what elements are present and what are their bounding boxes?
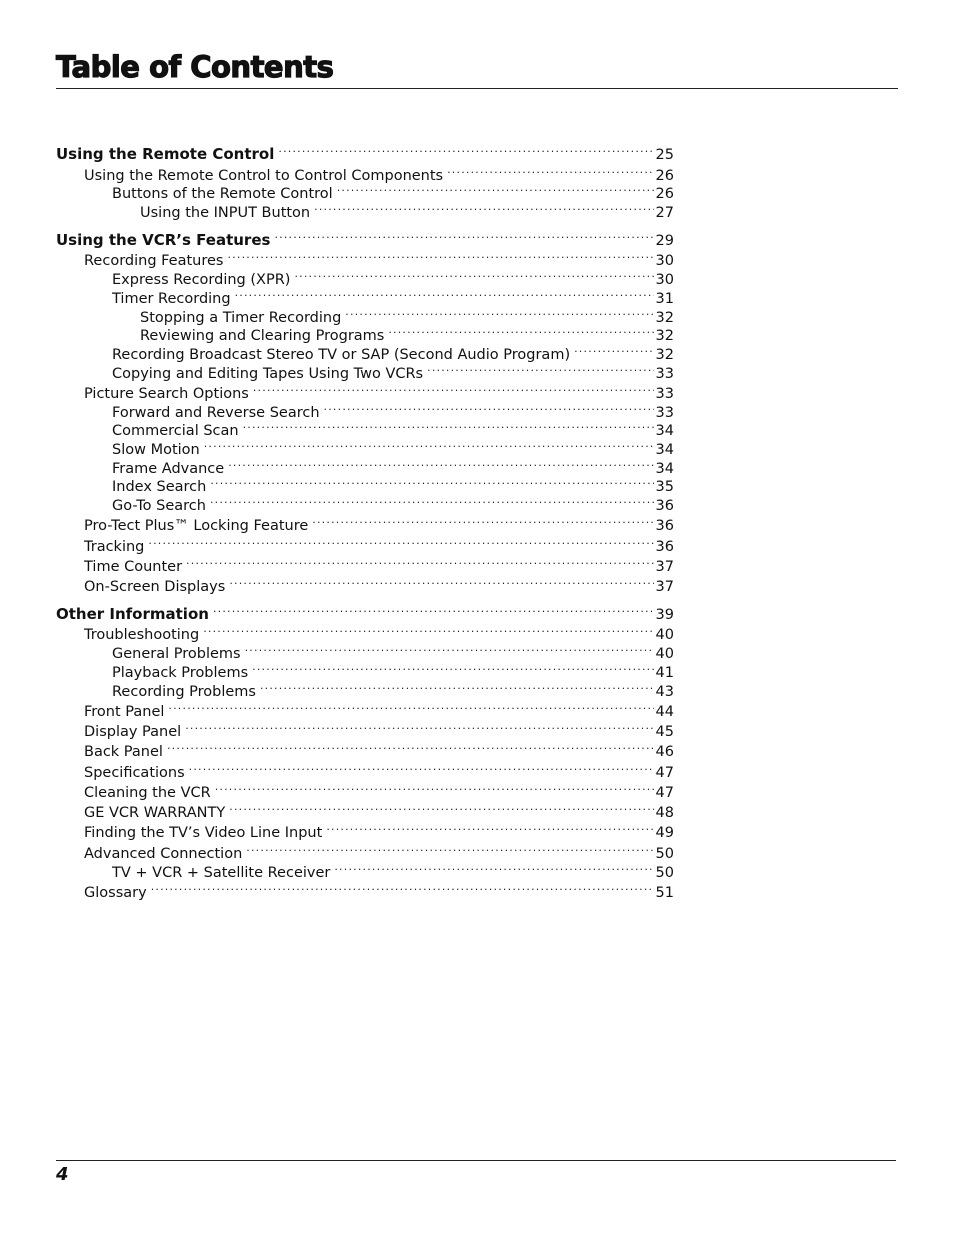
dot-leader xyxy=(314,199,653,217)
toc-page-number: 26 xyxy=(655,168,674,184)
toc-entry-title: Forward and Reverse Search xyxy=(112,405,320,421)
toc-entry-title: Time Counter xyxy=(84,559,183,575)
toc-page-number: 36 xyxy=(655,539,674,555)
toc-entry-title: Other Information xyxy=(56,605,209,623)
dot-leader xyxy=(227,247,653,265)
toc-entry-title: Back Panel xyxy=(84,744,163,760)
toc-entry-title: Using the Remote Control to Control Components xyxy=(84,168,444,184)
toc-page-number: 26 xyxy=(655,186,674,202)
toc-entry-title: Tracking xyxy=(84,539,145,555)
dot-leader xyxy=(235,285,654,303)
toc-entry xyxy=(84,573,674,596)
toc-entry-title: Using the INPUT Button xyxy=(140,205,311,221)
page-title: Table of Contents xyxy=(56,50,334,84)
dot-leader xyxy=(189,759,654,777)
dot-leader xyxy=(210,473,653,491)
footer-divider xyxy=(56,1160,896,1161)
toc-entry-title: Recording Broadcast Stereo TV or SAP (Second Audio Program) xyxy=(112,347,571,363)
toc-entry-title: Pro-Tect Plus™ Locking Feature xyxy=(84,518,309,534)
toc-page-number: 49 xyxy=(655,825,674,841)
dot-leader xyxy=(204,436,654,454)
toc-page-number: 37 xyxy=(655,559,674,575)
toc-entry-title: GE VCR WARRANTY xyxy=(84,805,226,821)
dot-leader xyxy=(168,698,653,716)
toc-entry xyxy=(84,512,674,535)
dot-leader xyxy=(260,678,654,696)
toc-entry-title: Specifications xyxy=(84,765,185,781)
dot-leader xyxy=(294,266,653,284)
toc-entry-title: Frame Advance xyxy=(112,461,225,477)
dot-leader xyxy=(274,227,653,245)
dot-leader xyxy=(245,640,654,658)
dot-leader xyxy=(324,399,654,417)
dot-leader xyxy=(229,573,653,591)
toc-page-number: 51 xyxy=(655,885,674,901)
toc-entry-title: Copying and Editing Tapes Using Two VCRs xyxy=(112,366,424,382)
dot-leader xyxy=(243,417,654,435)
toc-page-number: 27 xyxy=(655,205,674,221)
toc-entry-title: Finding the TV’s Video Line Input xyxy=(84,825,323,841)
toc-entry-title: Buttons of the Remote Control xyxy=(112,186,333,202)
toc-entry-title: Picture Search Options xyxy=(84,386,249,402)
toc-entry-title: Stopping a Timer Recording xyxy=(140,310,342,326)
dot-leader xyxy=(345,304,653,322)
toc-page-number: 32 xyxy=(655,328,674,344)
toc-entry-title: Using the Remote Control xyxy=(56,145,275,163)
toc-page-number: 36 xyxy=(655,518,674,534)
toc-entry-title: Slow Motion xyxy=(112,442,200,458)
toc-entry xyxy=(140,199,674,222)
toc-page-number: 40 xyxy=(655,646,674,662)
toc-page-number: 47 xyxy=(655,765,674,781)
dot-leader xyxy=(252,659,653,677)
toc-entry-title: TV + VCR + Satellite Receiver xyxy=(112,865,331,881)
toc-entry xyxy=(84,738,674,761)
toc-entry-title: On-Screen Displays xyxy=(84,579,226,595)
dot-leader xyxy=(447,162,653,180)
toc-page-number: 40 xyxy=(655,627,674,643)
dot-leader xyxy=(574,341,653,359)
dot-leader xyxy=(167,738,654,756)
page-number: 4 xyxy=(56,1164,69,1185)
dot-leader xyxy=(185,718,653,736)
dot-leader xyxy=(427,360,653,378)
toc-page-number: 34 xyxy=(655,442,674,458)
toc-page-number: 34 xyxy=(655,423,674,439)
toc-page-number: 25 xyxy=(655,147,674,163)
toc-page-number: 34 xyxy=(655,461,674,477)
dot-leader xyxy=(278,141,653,159)
toc-entry xyxy=(84,879,674,902)
toc-entry-title: Go-To Search xyxy=(112,498,206,514)
toc-page-number: 47 xyxy=(655,785,674,801)
dot-leader xyxy=(210,492,654,510)
dot-leader xyxy=(229,799,653,817)
toc-entry-title: Commercial Scan xyxy=(112,423,239,439)
dot-leader xyxy=(312,512,653,530)
dot-leader xyxy=(246,840,653,858)
toc-entry-title: Display Panel xyxy=(84,724,182,740)
toc-entry-title: Advanced Connection xyxy=(84,846,243,862)
toc-entry-title: Front Panel xyxy=(84,704,165,720)
dot-leader xyxy=(215,779,654,797)
toc-page-number: 33 xyxy=(655,405,674,421)
toc-page-number: 43 xyxy=(655,684,674,700)
toc-page-number: 39 xyxy=(655,607,674,623)
toc-page-number: 37 xyxy=(655,579,674,595)
dot-leader xyxy=(203,621,653,639)
dot-leader xyxy=(148,533,653,551)
toc-entry-title: Using the VCR’s Features xyxy=(56,231,271,249)
toc-page-number: 30 xyxy=(655,253,674,269)
toc-page-number: 30 xyxy=(655,272,674,288)
toc-page-number: 46 xyxy=(655,744,674,760)
toc-page-number: 33 xyxy=(655,366,674,382)
toc-entry-title: Recording Features xyxy=(84,253,224,269)
toc-entry-title: Index Search xyxy=(112,479,207,495)
dot-leader xyxy=(334,859,653,877)
toc-entry-title: Recording Problems xyxy=(112,684,256,700)
title-divider xyxy=(56,88,898,89)
toc-entry-title: Troubleshooting xyxy=(84,627,200,643)
toc-page-number: 29 xyxy=(655,233,674,249)
dot-leader xyxy=(253,380,654,398)
dot-leader xyxy=(213,601,654,619)
toc-entry-title: Cleaning the VCR xyxy=(84,785,211,801)
toc-page-number: 50 xyxy=(655,865,674,881)
toc-page-number: 45 xyxy=(655,724,674,740)
toc-entry-title: Express Recording (XPR) xyxy=(112,272,291,288)
toc-page-number: 32 xyxy=(655,310,674,326)
toc-page-number: 36 xyxy=(655,498,674,514)
toc-entry xyxy=(84,819,674,842)
toc-entry-title: Timer Recording xyxy=(112,291,231,307)
toc-page-number: 35 xyxy=(655,479,674,495)
toc-page-number: 41 xyxy=(655,665,674,681)
toc-entry-title: Reviewing and Clearing Programs xyxy=(140,328,385,344)
dot-leader xyxy=(151,879,654,897)
toc-page-number: 32 xyxy=(655,347,674,363)
toc-entry-title: General Problems xyxy=(112,646,241,662)
dot-leader xyxy=(186,553,654,571)
toc-page-number: 50 xyxy=(655,846,674,862)
toc-page-number: 44 xyxy=(655,704,674,720)
dot-leader xyxy=(326,819,653,837)
toc-entry-title: Glossary xyxy=(84,885,147,901)
toc-page-number: 48 xyxy=(655,805,674,821)
toc-page-number: 31 xyxy=(655,291,674,307)
toc-entry-title: Playback Problems xyxy=(112,665,249,681)
dot-leader xyxy=(337,180,654,198)
dot-leader xyxy=(228,455,653,473)
toc-section xyxy=(56,141,674,164)
toc-page-number: 33 xyxy=(655,386,674,402)
dot-leader xyxy=(388,322,653,340)
